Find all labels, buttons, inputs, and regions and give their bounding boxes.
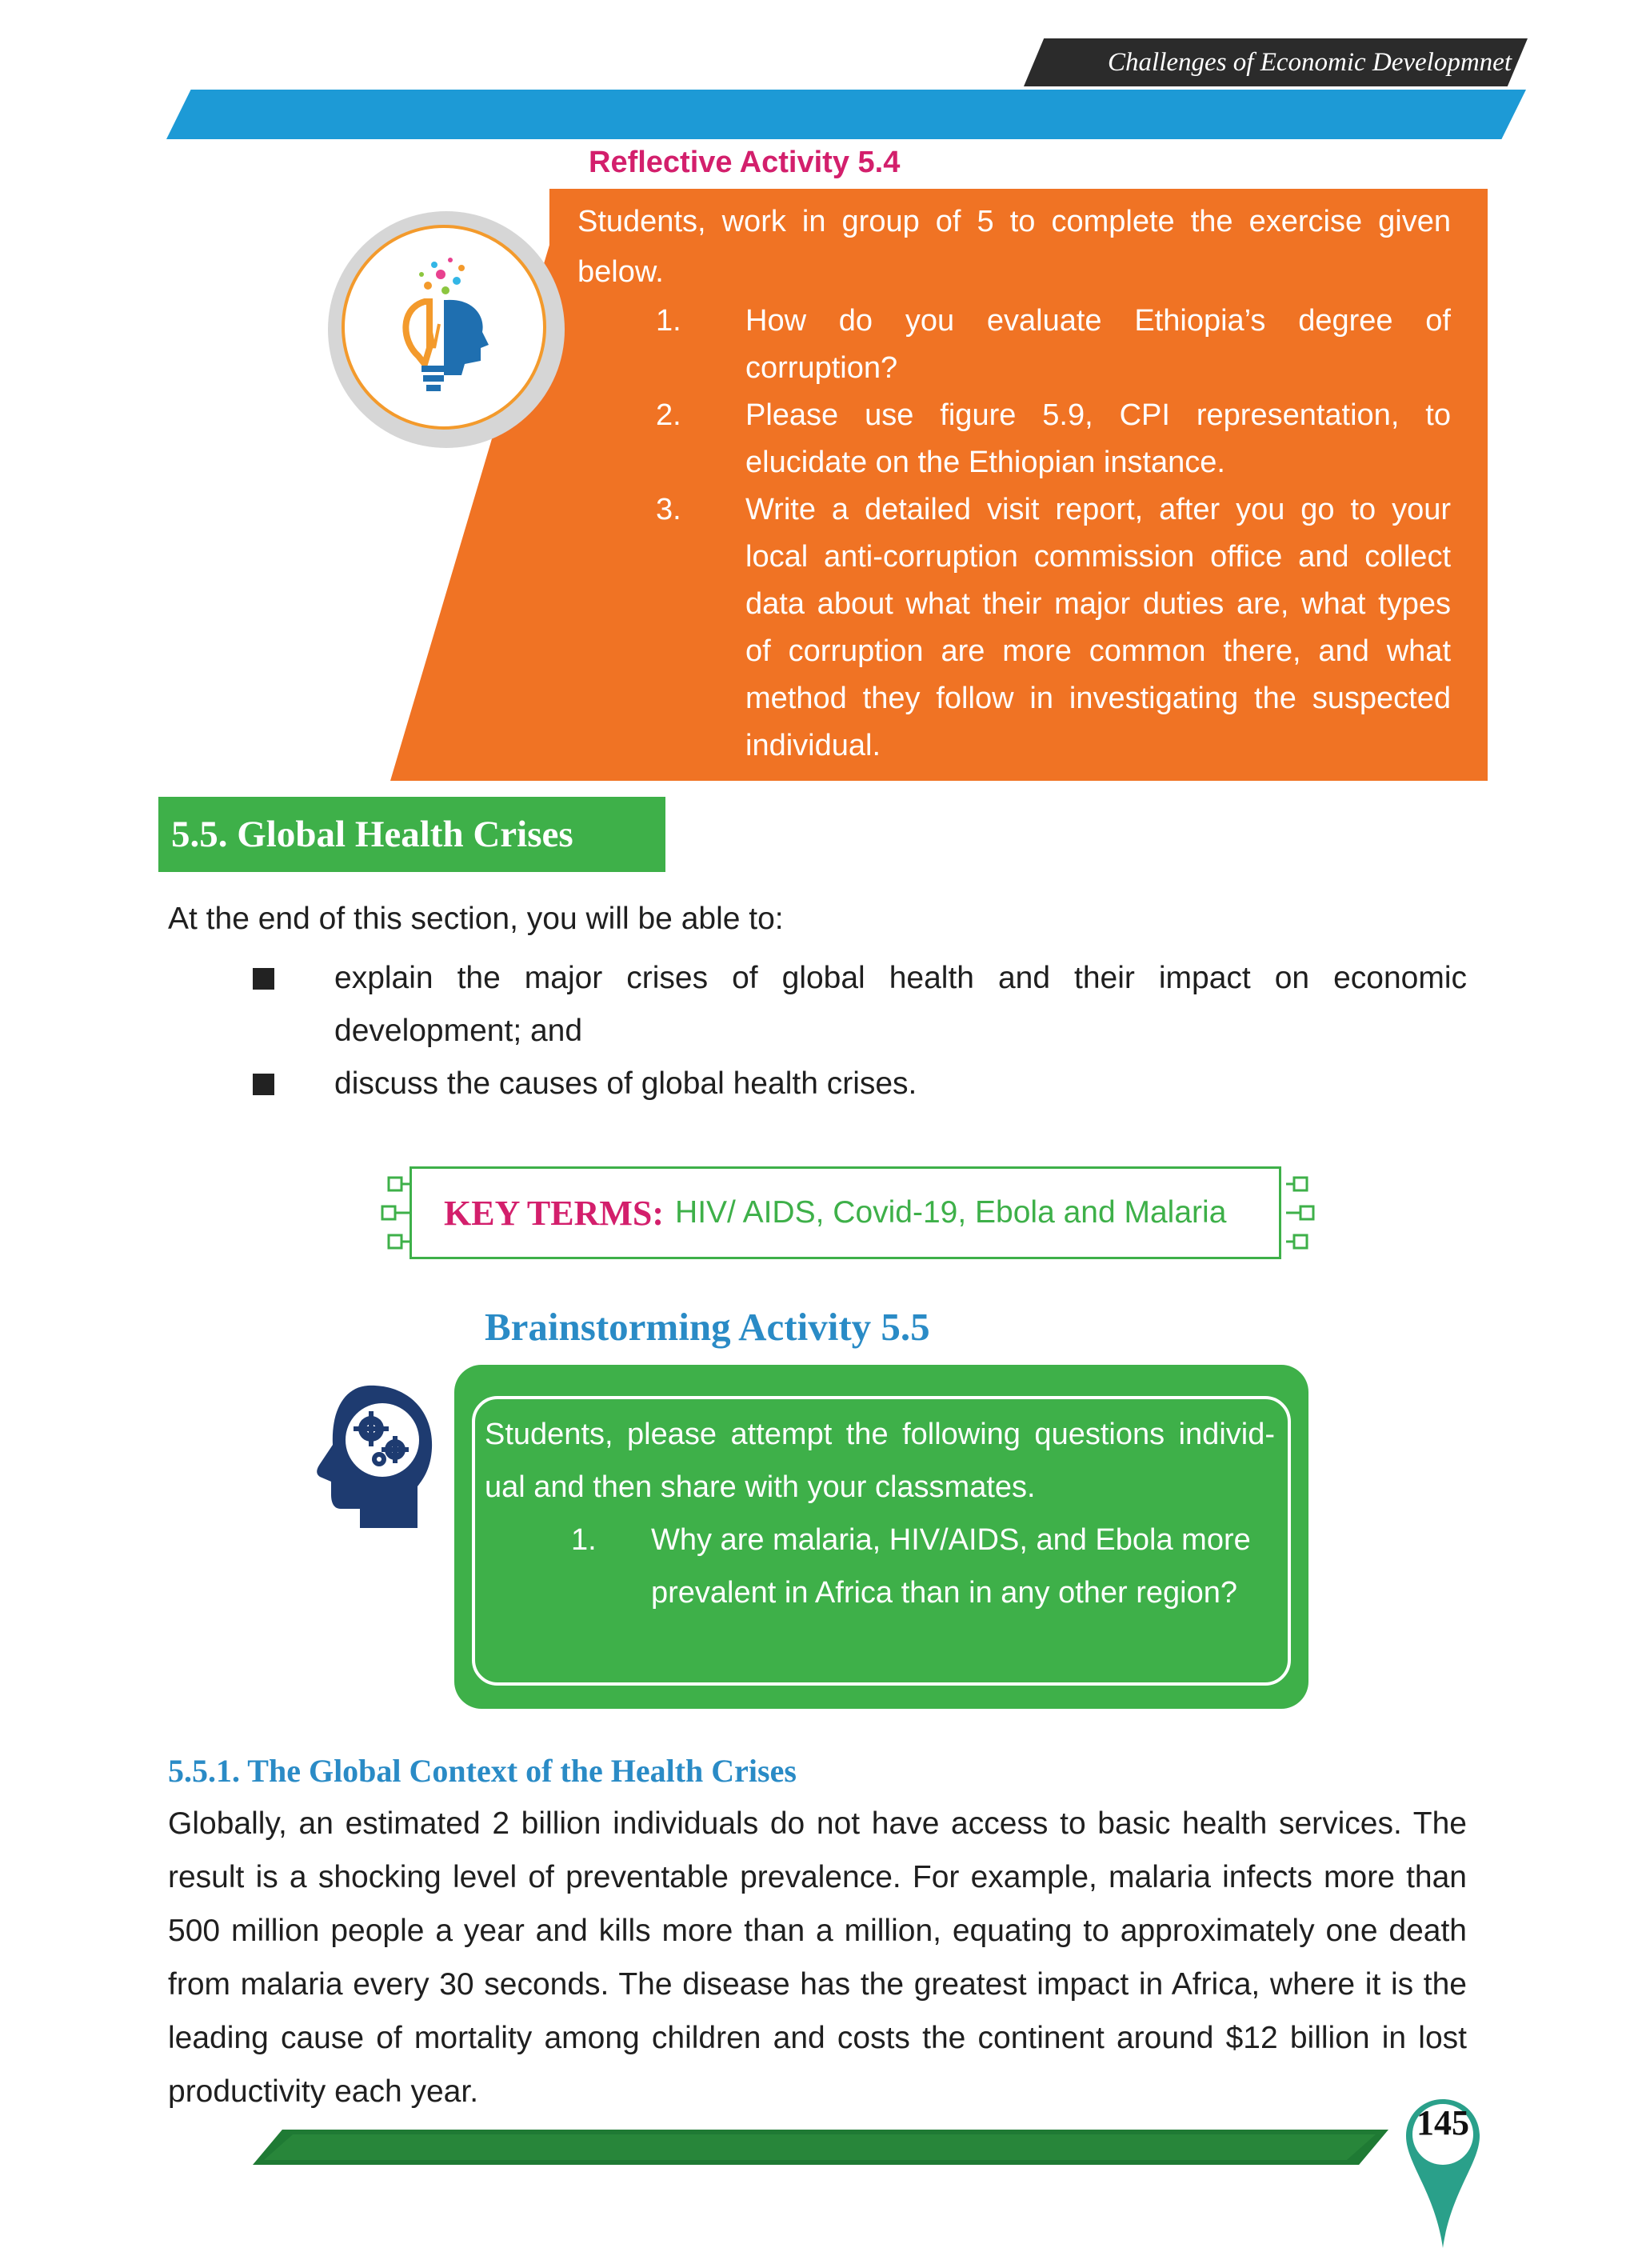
list-item [571, 1514, 1275, 1619]
list-item [253, 952, 1467, 1058]
key-terms-label: KEY TERMS: [444, 1193, 665, 1233]
square-bullet-icon [253, 1074, 274, 1095]
list-item-text: Please use figure 5.9, CPI representation, to elucidate on the Ethiopian instance. [745, 398, 1451, 479]
reflective-activity-title: Reflective Activity 5.4 [589, 146, 901, 179]
list-item-number: 2. [656, 398, 681, 432]
brainstorming-activity-title: Brainstorming Activity 5.5 [485, 1305, 930, 1349]
body-paragraph: Globally, an estimated 2 billion individuals do not have access to basic health services. The result is a shocking level of preventable prevalence. For example, malaria infects more than 500 million people a year and kills more than a million, equating to approximately one death from malaria every 30 seconds. The disease has the greatest impact in Africa, where it is the leading cause of mortality among children and costs the continent around $12 billion in lost productivity each year. [168, 1806, 1467, 2109]
list-item-text: Why are malaria, HIV/AIDS, and Ebola more prevalent in Africa than in any other region? [651, 1523, 1251, 1610]
section-heading-text: 5.5. Global Health Crises [171, 814, 573, 855]
footer-green-stripe-inner [264, 2134, 1376, 2160]
head-gears-icon [312, 1379, 440, 1531]
lightbulb-head-icon [345, 228, 543, 426]
reflective-activity-intro: Students, work in group of 5 to complete the exercise given below. [577, 205, 1451, 289]
list-item [656, 298, 1451, 392]
list-item-number: 3. [656, 493, 681, 526]
key-terms-value: HIV/ AIDS, Covid-19, Ebola and Malaria [675, 1195, 1227, 1230]
header-blue-stripe [166, 90, 1526, 139]
list-item-number: 1. [656, 304, 681, 338]
square-bullet-icon [253, 968, 274, 990]
key-terms-box [410, 1166, 1281, 1259]
objectives-intro: At the end of this section, you will be able to: [168, 902, 784, 936]
reflective-icon-ring [342, 225, 546, 430]
running-header-title: Challenges of Economic Developmnet [1108, 48, 1512, 77]
list-item-text: explain the major crises of global health and their impact on economic development; and [334, 961, 1467, 1048]
subsection-heading: 5.5.1. The Global Context of the Health Crises [168, 1753, 797, 1789]
list-item [656, 486, 1451, 770]
reflective-activity-list [656, 298, 1451, 770]
list-item [253, 1058, 1467, 1110]
section-heading [158, 797, 665, 872]
page-number: 145 [1416, 2103, 1469, 2142]
brainstorming-list [571, 1514, 1275, 1619]
brainstorming-intro: Students, please attempt the following questions individ-ual and then share with your classmates. [485, 1418, 1275, 1504]
list-item-number: 1. [571, 1523, 597, 1557]
list-item-text: Write a detailed visit report, after you go to your local anti-corruption commission office and collect data about what their major duties are, what types of corruption are more common there, and what method they follow in investigating the suspected individual. [745, 493, 1451, 762]
objectives-list [253, 952, 1467, 1110]
list-item-text: discuss the causes of global health crises. [334, 1066, 917, 1101]
list-item [656, 392, 1451, 486]
list-item-text: How do you evaluate Ethiopia’s degree of corruption? [745, 304, 1451, 385]
